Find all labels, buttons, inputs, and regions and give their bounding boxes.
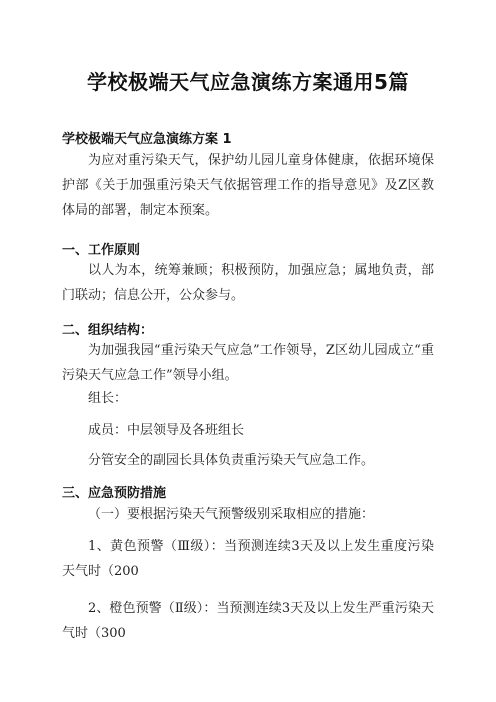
document-title: 学校极端天气应急演练方案通用5篇 <box>87 70 409 94</box>
section-subtitle: 学校极端天气应急演练方案 1 <box>62 132 232 147</box>
vice-line: 分管安全的副园长具体负责重污染天气应急工作。 <box>88 453 375 468</box>
heading-principles: 一、工作原则 <box>62 243 141 258</box>
heading-organization: 二、组织结构： <box>62 323 154 338</box>
organization-paragraph: 为加强我园“重污染天气应急”工作领导，Z区幼儿园成立“重污染天气应急工作”领导小组。 <box>62 343 434 383</box>
orange-alert-item: 2、橙色预警（Ⅱ级）：当预测连续3天及以上发生严重污染天气时（300 <box>62 601 434 641</box>
yellow-alert-item: 1、黄色预警（Ⅲ级）：当预测连续3天及以上发生重度污染天气时（200 <box>62 539 434 579</box>
principles-paragraph: 以人为本，统筹兼顾；积极预防，加强应急；属地负责，部门联动；信息公开，公众参与。 <box>62 263 434 303</box>
leader-line: 组长： <box>88 391 128 406</box>
intro-paragraph: 为应对重污染天气，保护幼儿园儿童身体健康，依据环境保护部《关于加强重污染天气依据管理工作的指导意见》及Z区教体局的部署，制定本预案。 <box>62 153 434 218</box>
members-line: 成员：中层领导及各班组长 <box>88 423 245 438</box>
measures-intro: （一）要根据污染天气预警级别采取相应的措施： <box>88 507 375 522</box>
heading-measures: 三、应急预防措施 <box>62 486 167 501</box>
